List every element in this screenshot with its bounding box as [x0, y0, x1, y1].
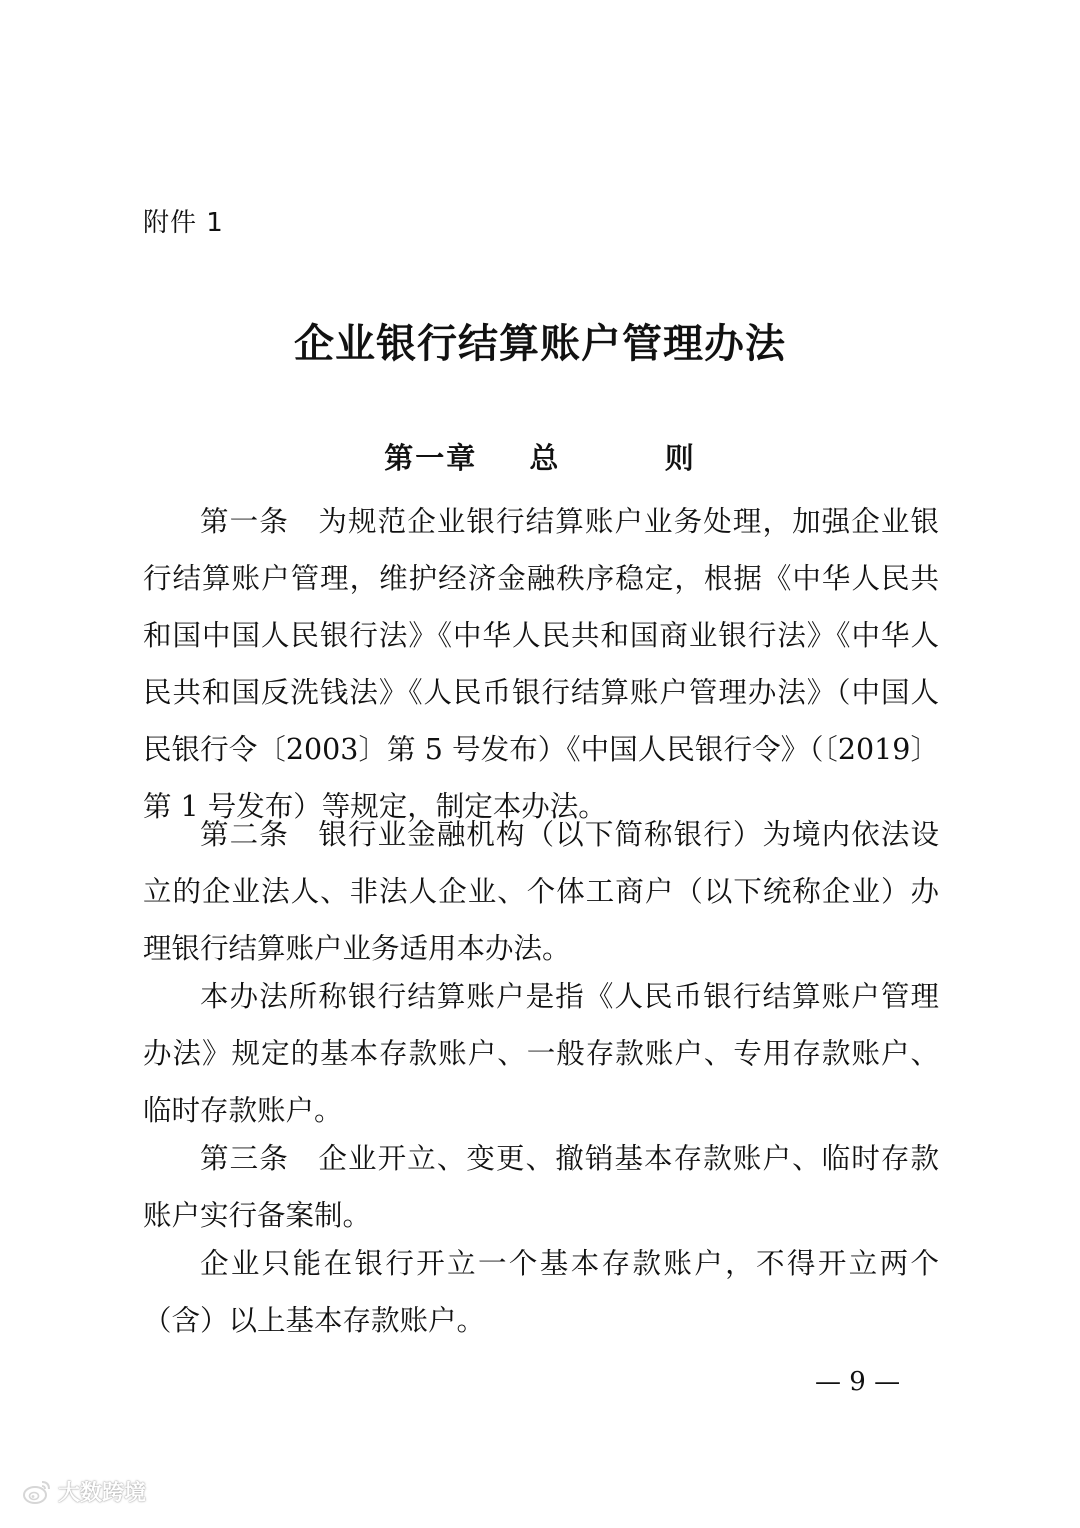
paragraph-single-basic-account: 企业只能在银行开立一个基本存款账户，不得开立两个（含）以上基本存款账户。 — [143, 1247, 939, 1337]
attachment-label: 附件 1 — [143, 208, 224, 238]
paragraph-article-2: 第二条 银行业金融机构（以下简称银行）为境内依法设立的企业法人、非法人企业、个体工商户（以下统称企业）办理银行结算账户业务适用本办法。 — [143, 818, 939, 965]
page-number: — 9 — — [815, 1367, 901, 1397]
article-2-block — [143, 806, 939, 977]
paragraph-article-1: 第一条 为规范企业银行结算账户业务处理，加强企业银行结算账户管理，维护经济金融秩序稳定，根据《中华人民共和国中国人民银行法》《中华人民共和国商业银行法》《中华人民共和国反洗钱法》《人民币银行结算账户管理办法》（中国人民银行令〔2003〕第 5 号发布）《中国人民银行令》（〔2019〕第 1 号发布）等规定，制定本办法。 — [143, 505, 939, 823]
paragraph-article-3: 第三条 企业开立、变更、撤销基本存款账户、临时存款账户实行备案制。 — [143, 1142, 939, 1232]
article-3-note-block — [143, 1235, 939, 1349]
watermark — [22, 1476, 146, 1507]
weibo-logo-icon — [22, 1479, 52, 1505]
watermark-text: 大数跨境 — [58, 1481, 147, 1506]
article-1-block — [143, 493, 939, 835]
chapter-heading: 第一章 总 则 — [384, 441, 696, 475]
document-title: 企业银行结算账户管理办法 — [294, 320, 786, 367]
article-3-block — [143, 1130, 939, 1244]
article-2-note-block — [143, 968, 939, 1139]
paragraph-account-definition: 本办法所称银行结算账户是指《人民币银行结算账户管理办法》规定的基本存款账户、一般存款账户、专用存款账户、临时存款账户。 — [143, 980, 939, 1127]
